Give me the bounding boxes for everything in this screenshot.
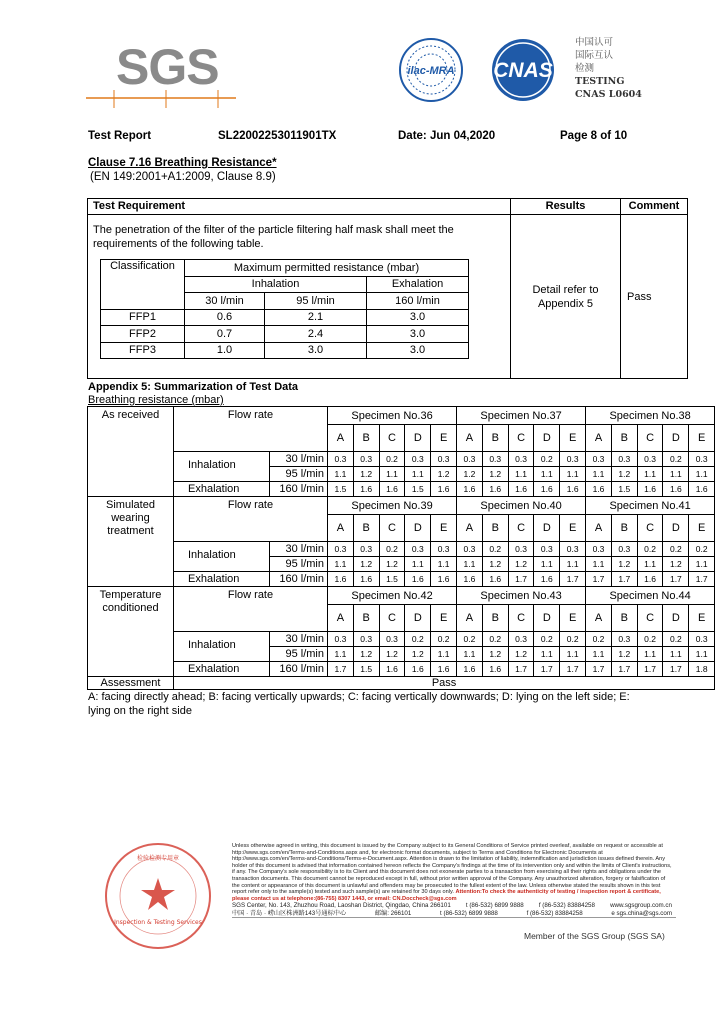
resistance-value: 1.1 (586, 467, 612, 482)
position-letter: E (431, 425, 457, 452)
specimen-header: Specimen No.37 (457, 407, 586, 425)
table-row (101, 309, 469, 326)
position-letter: A (586, 425, 612, 452)
table-row (101, 326, 469, 343)
resistance-value: 0.3 (328, 542, 354, 557)
flow-rate-value: 95 l/min (270, 647, 328, 662)
resistance-value: 1.6 (586, 482, 612, 497)
resistance-value: 1.1 (457, 557, 483, 572)
resistance-value: 1.1 (689, 557, 715, 572)
svg-text:ilac-MRA: ilac-MRA (407, 65, 455, 77)
resistance-value: 1.1 (534, 467, 560, 482)
resistance-value: 0.2 (637, 632, 663, 647)
resistance-value: 1.6 (457, 662, 483, 677)
resistance-value: 1.6 (637, 482, 663, 497)
exhalation-label: Exhalation (174, 572, 270, 587)
resistance-value: 1.5 (328, 482, 354, 497)
table-row (88, 452, 715, 467)
resistance-value: 1.7 (611, 662, 637, 677)
position-letter: B (482, 515, 508, 542)
resistance-value: 1.6 (560, 482, 586, 497)
specimen-header: Specimen No.44 (586, 587, 715, 605)
requirement-text: The penetration of the filter of the particle filtering half mask shall meet the requirements of the following table. (93, 224, 454, 250)
resistance-value: 1.6 (353, 572, 379, 587)
resistance-value: 0.3 (611, 632, 637, 647)
flow-rate-value: 95 l/min (270, 557, 328, 572)
resistance-value: 1.5 (379, 572, 405, 587)
resistance-value: 1.6 (353, 482, 379, 497)
resistance-value: 0.2 (663, 542, 689, 557)
resistance-value: 0.3 (637, 452, 663, 467)
member-line: Member of the SGS Group (SGS SA) (524, 931, 665, 941)
resistance-value: 1.2 (508, 647, 534, 662)
resistance-value: 0.3 (611, 542, 637, 557)
postcode: 邮编: 266101 (374, 909, 412, 917)
resistance-value: 1.1 (431, 647, 457, 662)
resistance-value: 1.7 (689, 572, 715, 587)
resistance-value: 1.5 (611, 482, 637, 497)
resistance-value: 0.3 (353, 632, 379, 647)
position-letter: D (663, 515, 689, 542)
resistance-value: 1.1 (689, 647, 715, 662)
class-ffp2: FFP2 (101, 326, 185, 343)
position-letter: B (353, 515, 379, 542)
resistance-value: 0.3 (560, 452, 586, 467)
resistance-value: 0.3 (328, 452, 354, 467)
resistance-value: 1.2 (379, 647, 405, 662)
legal-disclaimer (232, 843, 672, 902)
cnas-label (575, 36, 642, 101)
resistance-value: 1.6 (663, 482, 689, 497)
position-letter: E (560, 605, 586, 632)
table-row (88, 662, 715, 677)
resistance-value: 0.3 (328, 632, 354, 647)
resistance-value: 0.3 (431, 452, 457, 467)
resistance-value: 0.3 (689, 632, 715, 647)
position-letter: D (405, 605, 431, 632)
cnas-number: CNAS L0604 (575, 89, 642, 100)
email: e sgs.china@sgs.com (611, 909, 672, 917)
resistance-value: 1.5 (353, 662, 379, 677)
disclaimer-text: Unless otherwise agreed in writing, this document is issued by the Company subject to its General Conditions of Service printed overleaf, available on request or accessible at http://www.sgs.com/en/Terms-and-Conditions.aspx and, for electronic format documents, subject to Terms and Conditions for Electronic Documents at http://www.sgs.com/en/Terms-and-Conditions/Terms-e-Document.aspx. Attention is drawn to the limitation of liability, indemnification and jurisdiction issues defined therein. Any holder of this document is advised that information contained hereon reflects the Company's findings at the time of its intervention only and within the limits of Client's instructions, if any. The Company's sole responsibility is to its Client and this document does not exonerate parties to a transaction from exercising all their rights and obligations under the transaction documents. This document cannot be reproduced except in full, without prior written approval of the Company. Any unauthorized alteration, forgery or falsification of the content or appearance of this document is unlawful and offenders may be prosecuted to the fullest extent of the law. Unless otherwise stated the results shown in this test report refer only to the sample(s) tested and such sample(s) are retained for 30 days only. (232, 843, 672, 896)
resistance-value: 1.1 (379, 467, 405, 482)
clause-title: Clause 7.16 Breathing Resistance* (88, 157, 277, 169)
position-letter: D (405, 515, 431, 542)
resistance-value: 1.6 (689, 482, 715, 497)
resistance-value: 1.7 (560, 572, 586, 587)
header-results: Results (511, 199, 621, 215)
resistance-value: 0.2 (534, 632, 560, 647)
header-comment: Comment (621, 199, 688, 215)
resistance-value: 1.1 (560, 557, 586, 572)
assessment-result: Pass (174, 677, 715, 690)
resistance-value: 1.1 (586, 557, 612, 572)
exhalation-header: Exhalation (367, 276, 469, 293)
resistance-value: 1.6 (534, 482, 560, 497)
resistance-value: 0.3 (508, 452, 534, 467)
class-ffp1: FFP1 (101, 309, 185, 326)
assessment-label: Assessment (88, 677, 174, 690)
header-test-requirement: Test Requirement (88, 199, 511, 215)
resistance-value: 1.6 (482, 662, 508, 677)
resistance-value: 1.7 (508, 662, 534, 677)
position-letter: D (534, 425, 560, 452)
position-letter: B (482, 425, 508, 452)
requirement-table (87, 198, 688, 379)
exhalation-label: Exhalation (174, 662, 270, 677)
table-row (88, 587, 715, 605)
position-letter: D (663, 425, 689, 452)
condition-label: Simulated wearing treatment (88, 497, 174, 587)
resistance-value: 1.1 (663, 647, 689, 662)
position-letter: A (457, 605, 483, 632)
position-letter: E (431, 515, 457, 542)
resistance-value: 1.6 (431, 572, 457, 587)
appendix-subtitle: Breathing resistance (mbar) (88, 394, 224, 406)
position-letter: B (482, 605, 508, 632)
resistance-value: 0.3 (457, 452, 483, 467)
cn-line-2: 国际互认 (575, 50, 614, 61)
limit-cell: 3.0 (367, 342, 469, 359)
resistance-value: 0.2 (379, 452, 405, 467)
limit-cell: 3.0 (367, 326, 469, 343)
resistance-value: 1.2 (457, 467, 483, 482)
position-letter: A (586, 605, 612, 632)
report-number: SL22002253011901TX (218, 130, 337, 142)
table-row (88, 677, 715, 690)
resistance-value: 0.3 (508, 632, 534, 647)
report-date: Date: Jun 04,2020 (398, 130, 496, 142)
position-letter: C (637, 425, 663, 452)
fax: f (86-532) 83884258 (538, 902, 595, 909)
limit-cell: 3.0 (367, 309, 469, 326)
inhalation-label: Inhalation (174, 542, 270, 572)
specimen-header: Specimen No.40 (457, 497, 586, 515)
resistance-value: 1.2 (482, 647, 508, 662)
flow-rate-header: Flow rate (174, 497, 328, 542)
resistance-value: 0.3 (405, 542, 431, 557)
address-cn: 中国 · 青岛 · 崂山区株洲路143号通标中心 (232, 909, 347, 917)
resistance-value: 0.2 (534, 452, 560, 467)
position-letter: A (457, 515, 483, 542)
resistance-value: 1.6 (482, 572, 508, 587)
cn-line-1: 中国认可 (575, 37, 614, 48)
resistance-limits-table (100, 259, 469, 359)
table-row (88, 482, 715, 497)
resistance-value: 1.1 (328, 467, 354, 482)
resistance-value: 1.6 (482, 482, 508, 497)
position-letter: C (508, 425, 534, 452)
cn-line-3: 检测 (575, 63, 595, 74)
resistance-value: 0.3 (508, 542, 534, 557)
limit-cell: 0.7 (185, 326, 265, 343)
resistance-value: 1.6 (508, 482, 534, 497)
resistance-value: 1.1 (689, 467, 715, 482)
resistance-value: 1.1 (405, 557, 431, 572)
inhalation-label: Inhalation (174, 452, 270, 482)
position-letter: C (379, 515, 405, 542)
resistance-value: 0.2 (482, 632, 508, 647)
resistance-value: 0.2 (586, 632, 612, 647)
position-letter: B (353, 605, 379, 632)
resistance-value: 0.3 (405, 452, 431, 467)
resistance-value: 0.3 (353, 452, 379, 467)
resistance-value: 1.7 (586, 662, 612, 677)
position-letter: B (611, 515, 637, 542)
limit-cell: 1.0 (185, 342, 265, 359)
svg-text:SGS: SGS (116, 40, 219, 95)
resistance-value: 1.7 (534, 662, 560, 677)
inhalation-label: Inhalation (174, 632, 270, 662)
flow-rate-value: 30 l/min (270, 452, 328, 467)
rate-30: 30 l/min (185, 293, 265, 310)
limit-cell: 2.1 (265, 309, 367, 326)
resistance-value: 1.1 (637, 647, 663, 662)
results-cell: Detail refer to Appendix 5 (511, 215, 621, 379)
resistance-value: 1.2 (353, 467, 379, 482)
resistance-value: 1.7 (328, 662, 354, 677)
flow-rate-header: Flow rate (174, 587, 328, 632)
cnas-logo (492, 39, 554, 101)
inhalation-header: Inhalation (185, 276, 367, 293)
resistance-value: 1.1 (560, 647, 586, 662)
resistance-value: 1.2 (405, 647, 431, 662)
test-data-table (87, 406, 715, 690)
svg-text:CNAS: CNAS (493, 59, 553, 82)
resistance-value: 0.2 (379, 542, 405, 557)
svg-text:Inspection & Testing Services: Inspection & Testing Services (114, 919, 202, 926)
condition-label: As received (88, 407, 174, 497)
website: www.sgsgroup.com.cn (610, 902, 672, 909)
position-letter: C (637, 515, 663, 542)
flow-rate-value: 160 l/min (270, 662, 328, 677)
flow-rate-header: Flow rate (174, 407, 328, 452)
comment-cell: Pass (621, 215, 688, 379)
resistance-value: 1.6 (405, 572, 431, 587)
resistance-value: 1.1 (534, 647, 560, 662)
resistance-value: 0.2 (482, 542, 508, 557)
flow-rate-value: 160 l/min (270, 572, 328, 587)
limit-cell: 3.0 (265, 342, 367, 359)
resistance-value: 1.6 (431, 662, 457, 677)
resistance-value: 1.2 (611, 467, 637, 482)
company-seal-stamp (92, 840, 224, 952)
requirement-cell (88, 215, 511, 379)
resistance-value: 0.2 (431, 632, 457, 647)
position-letter: B (611, 605, 637, 632)
resistance-value: 1.2 (379, 557, 405, 572)
testing-label: TESTING (575, 76, 625, 87)
resistance-value: 1.7 (586, 572, 612, 587)
resistance-value: 1.6 (457, 482, 483, 497)
resistance-value: 1.6 (457, 572, 483, 587)
authenticity-notice: Attention:To check the authenticity of testing / inspection report & certificate, please contact us at telephone:(86-755) 8307 1443, or email: CN.Doccheck@sgs.com (232, 889, 661, 902)
clause-standard: (EN 149:2001+A1:2009, Clause 8.9) (90, 171, 276, 183)
resistance-value: 1.2 (611, 647, 637, 662)
resistance-value: 1.2 (353, 647, 379, 662)
address-en: SGS Center, No. 143, Zhuzhou Road, Laoshan District, Qingdao, China 266101 (232, 902, 451, 909)
resistance-value: 1.8 (689, 662, 715, 677)
resistance-value: 1.6 (379, 662, 405, 677)
resistance-value: 1.1 (663, 467, 689, 482)
resistance-value: 1.1 (508, 467, 534, 482)
sgs-logo (86, 40, 236, 108)
position-letter: E (431, 605, 457, 632)
report-label: Test Report (88, 130, 152, 142)
resistance-value: 1.6 (431, 482, 457, 497)
resistance-value: 1.6 (379, 482, 405, 497)
resistance-value: 1.1 (457, 647, 483, 662)
table-row (88, 572, 715, 587)
page-number: Page 8 of 10 (560, 130, 628, 142)
resistance-value: 1.7 (611, 572, 637, 587)
specimen-header: Specimen No.43 (457, 587, 586, 605)
resistance-value: 1.5 (405, 482, 431, 497)
position-letter: B (611, 425, 637, 452)
position-letter: A (457, 425, 483, 452)
resistance-value: 1.1 (405, 467, 431, 482)
resistance-value: 0.2 (560, 632, 586, 647)
resistance-value: 1.1 (328, 647, 354, 662)
resistance-value: 1.1 (637, 557, 663, 572)
resistance-value: 1.2 (663, 557, 689, 572)
class-ffp3: FFP3 (101, 342, 185, 359)
resistance-value: 1.7 (663, 572, 689, 587)
rate-95: 95 l/min (265, 293, 367, 310)
resistance-value: 0.3 (353, 542, 379, 557)
svg-text:检验检测专用章: 检验检测专用章 (136, 855, 180, 862)
specimen-header: Specimen No.39 (328, 497, 457, 515)
position-letter: D (534, 515, 560, 542)
position-letter: A (328, 515, 354, 542)
flow-rate-value: 160 l/min (270, 482, 328, 497)
footer-divider (232, 917, 676, 918)
table-row (101, 342, 469, 359)
ilac-mra-logo (400, 39, 462, 101)
position-letter: A (328, 605, 354, 632)
resistance-value: 1.2 (508, 557, 534, 572)
position-letter: C (379, 425, 405, 452)
specimen-header: Specimen No.42 (328, 587, 457, 605)
flow-rate-value: 30 l/min (270, 542, 328, 557)
resistance-value: 1.1 (637, 467, 663, 482)
resistance-value: 1.2 (353, 557, 379, 572)
position-letter: D (663, 605, 689, 632)
table-row (88, 542, 715, 557)
resistance-value: 0.2 (405, 632, 431, 647)
table-row (88, 497, 715, 515)
resistance-value: 0.3 (689, 452, 715, 467)
resistance-value: 0.3 (379, 632, 405, 647)
position-letter: D (534, 605, 560, 632)
resistance-value: 0.2 (457, 632, 483, 647)
resistance-value: 0.3 (611, 452, 637, 467)
limit-cell: 0.6 (185, 309, 265, 326)
resistance-value: 0.3 (560, 542, 586, 557)
max-resistance-header: Maximum permitted resistance (mbar) (185, 260, 469, 277)
resistance-value: 1.1 (328, 557, 354, 572)
flow-rate-value: 30 l/min (270, 632, 328, 647)
office-address (232, 902, 672, 918)
classification-header: Classification (101, 260, 185, 310)
resistance-value: 1.1 (560, 467, 586, 482)
fax-cn: f (86-532) 83884258 (526, 909, 583, 917)
position-letter: E (560, 425, 586, 452)
specimen-header: Specimen No.36 (328, 407, 457, 425)
position-legend: A: facing directly ahead; B: facing vertically upwards; C: facing vertically downwards; D: lying on the left side; E: lying on the right side (88, 691, 630, 717)
table-row (88, 632, 715, 647)
rate-160: 160 l/min (367, 293, 469, 310)
appendix-title: Appendix 5: Summarization of Test Data (88, 381, 299, 393)
resistance-value: 1.2 (482, 557, 508, 572)
position-letter: D (405, 425, 431, 452)
flow-rate-value: 95 l/min (270, 467, 328, 482)
resistance-value: 0.3 (534, 542, 560, 557)
resistance-value: 1.6 (534, 572, 560, 587)
limit-cell: 2.4 (265, 326, 367, 343)
telephone: t (86-532) 6899 9888 (465, 902, 524, 909)
resistance-value: 0.2 (689, 542, 715, 557)
resistance-value: 0.3 (586, 542, 612, 557)
resistance-value: 0.3 (431, 542, 457, 557)
resistance-value: 1.2 (611, 557, 637, 572)
resistance-value: 0.3 (586, 452, 612, 467)
condition-label: Temperature conditioned (88, 587, 174, 677)
resistance-value: 1.6 (637, 572, 663, 587)
position-letter: E (689, 425, 715, 452)
resistance-value: 0.2 (663, 452, 689, 467)
resistance-value: 0.2 (637, 542, 663, 557)
resistance-value: 1.2 (431, 467, 457, 482)
specimen-header: Specimen No.41 (586, 497, 715, 515)
resistance-value: 1.1 (431, 557, 457, 572)
resistance-value: 1.6 (328, 572, 354, 587)
resistance-value: 1.7 (663, 662, 689, 677)
position-letter: B (353, 425, 379, 452)
resistance-value: 0.3 (482, 452, 508, 467)
position-letter: C (508, 515, 534, 542)
position-letter: C (637, 605, 663, 632)
position-letter: C (379, 605, 405, 632)
resistance-value: 1.7 (637, 662, 663, 677)
resistance-value: 1.1 (534, 557, 560, 572)
resistance-value: 1.1 (586, 647, 612, 662)
specimen-header: Specimen No.38 (586, 407, 715, 425)
position-letter: A (586, 515, 612, 542)
position-letter: E (689, 605, 715, 632)
table-row (88, 407, 715, 425)
position-letter: E (689, 515, 715, 542)
resistance-value: 0.2 (663, 632, 689, 647)
resistance-value: 1.2 (482, 467, 508, 482)
resistance-value: 1.7 (560, 662, 586, 677)
resistance-value: 0.3 (457, 542, 483, 557)
resistance-value: 1.7 (508, 572, 534, 587)
position-letter: E (560, 515, 586, 542)
position-letter: C (508, 605, 534, 632)
exhalation-label: Exhalation (174, 482, 270, 497)
position-letter: A (328, 425, 354, 452)
telephone-cn: t (86-532) 6899 9888 (440, 909, 498, 917)
resistance-value: 1.6 (405, 662, 431, 677)
